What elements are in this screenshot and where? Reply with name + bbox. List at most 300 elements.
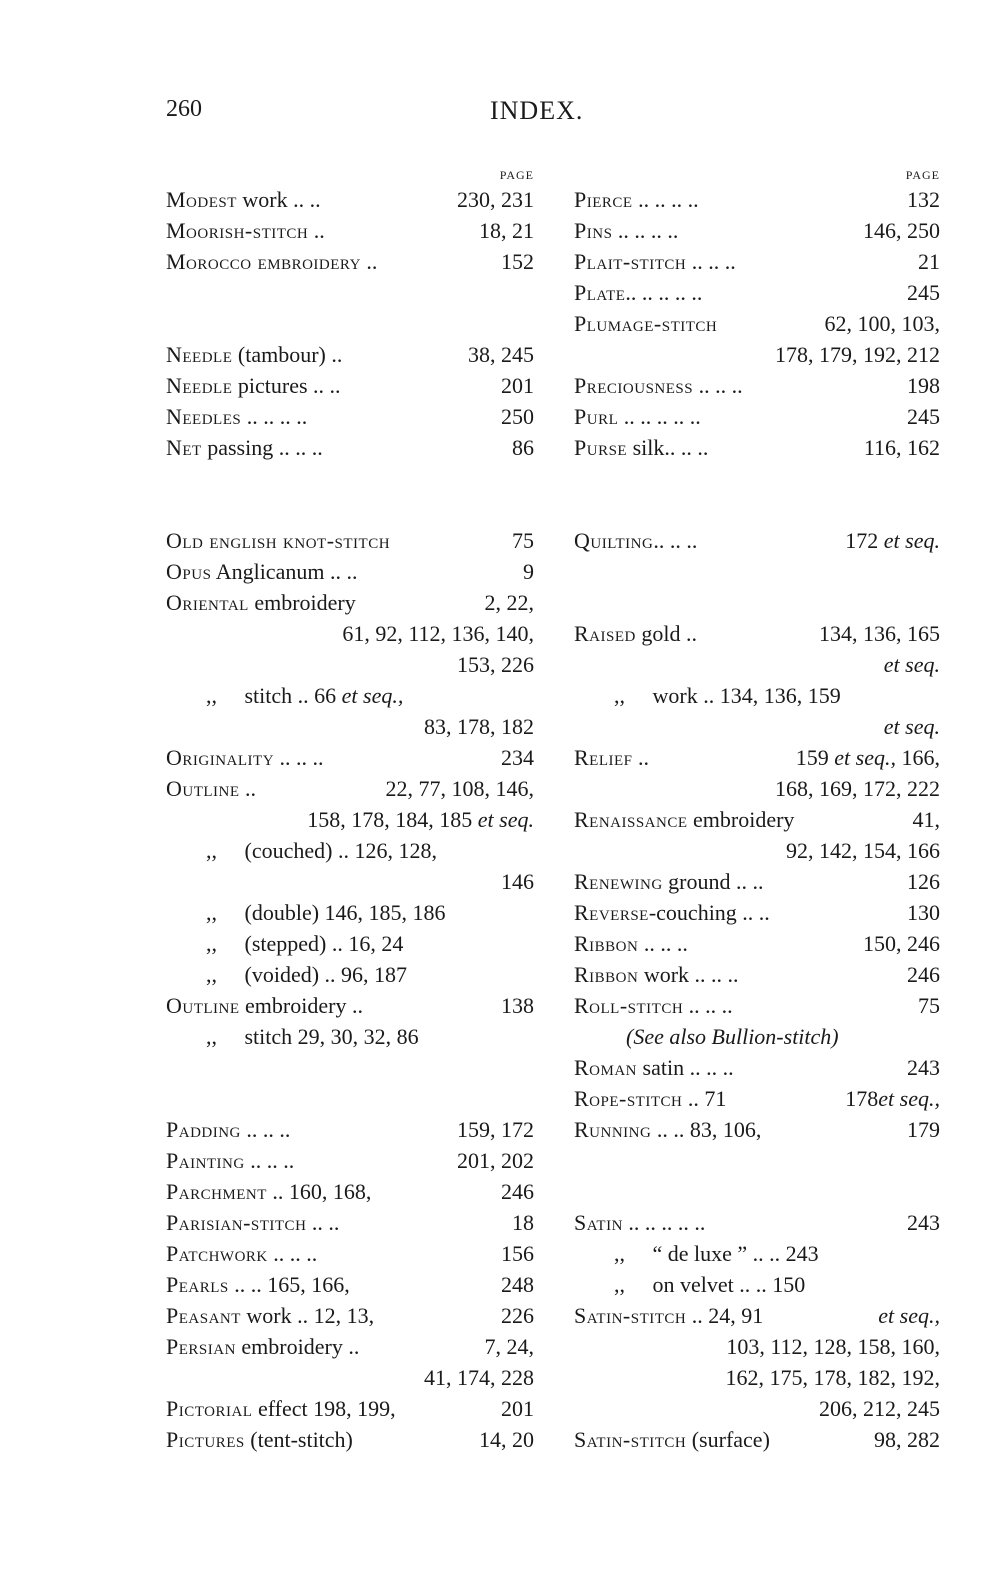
entry-pages <box>512 525 534 556</box>
index-entry <box>166 587 534 618</box>
entry-heading: Needles <box>166 404 242 429</box>
entry-heading: Relief <box>574 745 633 770</box>
entry-pages <box>825 308 941 339</box>
index-entry <box>574 1114 940 1145</box>
page-refs: 234 <box>501 745 534 770</box>
entry-detail: .. .. 165, 166, <box>228 1272 350 1297</box>
blank-line <box>574 463 940 494</box>
entry-pages <box>457 184 534 215</box>
page-refs: 178 <box>845 1086 879 1111</box>
entry-pages <box>918 246 940 277</box>
entry-term <box>574 215 678 246</box>
entry-detail: ground .. .. <box>662 869 764 894</box>
index-entry <box>166 432 534 463</box>
index-entry <box>574 804 940 835</box>
entry-detail: .. .. .. .. <box>241 404 308 429</box>
index-entry <box>574 618 940 649</box>
entry-detail: embroidery .. <box>235 1334 360 1359</box>
index-entry <box>574 308 940 339</box>
entry-term <box>166 990 363 1021</box>
entry-term <box>574 1207 705 1238</box>
page-refs-italic: et seq. <box>883 714 940 739</box>
entry-detail: .. .. .. <box>638 931 688 956</box>
entry-detail: (tambour) .. <box>232 342 343 367</box>
entry-pages <box>485 587 535 618</box>
entry-term <box>166 1300 374 1331</box>
index-entry <box>574 1021 940 1052</box>
entry-pages <box>501 1176 534 1207</box>
entry-term <box>166 742 324 773</box>
page-refs: 179 <box>907 1117 940 1142</box>
entry-detail: .. .. <box>306 1210 340 1235</box>
entry-pages <box>512 432 534 463</box>
entry-term <box>574 866 763 897</box>
ditto-mark: ,, <box>206 1024 217 1049</box>
entry-pages <box>479 1424 534 1455</box>
index-entry <box>574 773 940 804</box>
index-entry <box>166 1331 534 1362</box>
entry-term <box>166 1176 371 1207</box>
entry-heading: Persian <box>166 1334 236 1359</box>
subentry <box>166 680 403 711</box>
index-entry <box>166 370 534 401</box>
entry-pages <box>907 1052 940 1083</box>
entry-pages <box>907 866 940 897</box>
entry-detail: .. 24, 91 <box>686 1303 764 1328</box>
index-entry <box>166 1145 534 1176</box>
entry-detail: (surface) <box>686 1427 770 1452</box>
entry-heading: Morocco embroidery <box>166 249 361 274</box>
entry-detail: .. <box>239 776 257 801</box>
entry-term <box>166 246 377 277</box>
subentry-text: (voided) .. 96, 187 <box>244 962 408 987</box>
page-refs: 150, 246 <box>863 931 940 956</box>
subentry-text: stitch 29, 30, 32, 86 <box>244 1024 419 1049</box>
entry-term <box>166 1424 353 1455</box>
page-refs: 248 <box>501 1272 534 1297</box>
entry-detail: .. .. .. <box>274 745 324 770</box>
index-entry <box>574 246 940 277</box>
entry-pages <box>512 1207 534 1238</box>
entry-detail: .. 71 <box>682 1086 727 1111</box>
index-entry <box>166 773 534 804</box>
blank-line <box>166 494 534 525</box>
index-entry <box>574 742 940 773</box>
entry-term <box>574 742 649 773</box>
entry-pages <box>907 184 940 215</box>
entry-heading: Renaissance <box>574 807 688 832</box>
subentry <box>574 1238 819 1269</box>
page-number: 260 <box>166 96 202 122</box>
ditto-mark: ,, <box>206 900 217 925</box>
entry-detail: .. 160, 168, <box>266 1179 372 1204</box>
entry-pages <box>845 525 940 556</box>
ditto-mark: ,, <box>206 962 217 987</box>
entry-heading: Satin <box>574 1210 623 1235</box>
entry-heading: Painting <box>166 1148 245 1173</box>
ditto-mark: ,, <box>614 683 625 708</box>
index-entry <box>574 1238 940 1269</box>
entry-heading: Oriental <box>166 590 249 615</box>
page-refs-italic: et seq. <box>883 528 940 553</box>
subentry-text: (double) 146, 185, 186 <box>244 900 446 925</box>
entry-pages <box>479 215 534 246</box>
entry-continuation <box>307 804 534 835</box>
see-also-text: (See also Bullion-stitch) <box>626 1024 839 1049</box>
subentry-text: (couched) .. 126, 128, <box>244 838 437 863</box>
entry-detail: silk.. .. .. <box>627 435 709 460</box>
index-entry <box>574 277 940 308</box>
subentry-text: work .. 134, 136, 159 <box>652 683 841 708</box>
entry-term <box>574 308 717 339</box>
entry-pages <box>501 990 534 1021</box>
entry-pages <box>501 1269 534 1300</box>
entry-heading: Patchwork <box>166 1241 268 1266</box>
ditto-mark: ,, <box>206 931 217 956</box>
entry-pages <box>457 1114 534 1145</box>
page-refs: 172 <box>845 528 884 553</box>
page-refs: 198 <box>907 373 940 398</box>
index-column-left <box>166 166 534 1455</box>
page-refs: 245 <box>907 280 940 305</box>
blank-line <box>166 308 534 339</box>
subentry-text: “ de luxe ” .. .. 243 <box>652 1241 819 1266</box>
entry-heading: Purl <box>574 404 619 429</box>
page-refs: 2, 22, <box>484 590 534 615</box>
entry-pages <box>501 1393 534 1424</box>
entry-detail: .. .. .. <box>653 528 698 553</box>
page-refs: 22, 77, 108, 146, <box>385 776 534 801</box>
entry-heading: Satin-stitch <box>574 1427 687 1452</box>
index-entry <box>166 246 534 277</box>
entry-continuation <box>501 866 534 897</box>
page-refs: 178, 179, 192, 212 <box>775 342 940 367</box>
blank-line <box>166 1052 534 1083</box>
index-entry <box>166 959 534 990</box>
index-entry <box>574 370 940 401</box>
page-refs: 146, 250 <box>863 218 940 243</box>
blank-line <box>574 494 940 525</box>
entry-term <box>574 804 794 835</box>
entry-pages <box>485 1331 535 1362</box>
entry-term <box>166 401 307 432</box>
page-refs: 201, 202 <box>457 1148 534 1173</box>
entry-term <box>166 525 390 556</box>
entry-pages <box>501 401 534 432</box>
index-entry <box>166 1269 534 1300</box>
entry-term <box>574 928 688 959</box>
index-entry <box>574 866 940 897</box>
page-refs: 168, 169, 172, 222 <box>775 776 940 801</box>
entry-heading: Moorish-stitch <box>166 218 309 243</box>
entry-continuation <box>424 711 534 742</box>
entry-detail: satin .. .. .. <box>637 1055 734 1080</box>
blank-line <box>574 1145 940 1176</box>
entry-heading: Purse <box>574 435 628 460</box>
entry-pages <box>457 1145 534 1176</box>
entry-heading: Preciousness <box>574 373 694 398</box>
entry-term <box>166 1207 339 1238</box>
page-refs: 138 <box>501 993 534 1018</box>
entry-heading: Pins <box>574 218 613 243</box>
entry-term <box>574 959 739 990</box>
entry-continuation <box>884 711 940 742</box>
page-refs: 62, 100, 103, <box>824 311 940 336</box>
index-entry <box>166 401 534 432</box>
entry-detail: .. <box>360 249 378 274</box>
page-refs: 166, <box>896 745 940 770</box>
entry-pages <box>501 1300 534 1331</box>
subentry <box>574 680 841 711</box>
index-entry <box>166 1114 534 1145</box>
entry-heading: Needle <box>166 342 233 367</box>
entry-heading: Renewing <box>574 869 663 894</box>
page-refs: 243 <box>907 1210 940 1235</box>
index-entry <box>166 1176 534 1207</box>
index-entry <box>166 742 534 773</box>
page-refs: 21 <box>918 249 940 274</box>
entry-heading: Plate <box>574 280 626 305</box>
index-entry <box>166 897 534 928</box>
index-entry <box>574 835 940 866</box>
entry-heading: Old english knot-stitch <box>166 528 391 553</box>
entry-heading: Plait-stitch <box>574 249 687 274</box>
index-entry <box>574 339 940 370</box>
index-entry <box>166 1238 534 1269</box>
index-entry <box>574 1052 940 1083</box>
page-header <box>0 96 1000 136</box>
entry-term <box>166 773 256 804</box>
entry-heading: Pictures <box>166 1427 245 1452</box>
subentry <box>574 1269 805 1300</box>
entry-heading: Needle <box>166 373 233 398</box>
page-refs-italic: et seq., <box>878 1086 940 1111</box>
entry-pages <box>907 1114 940 1145</box>
page-refs-italic: et seq., <box>341 683 404 708</box>
entry-term <box>574 184 699 215</box>
subentry-text: stitch .. 66 <box>244 683 342 708</box>
subentry-text: on velvet .. .. 150 <box>652 1272 806 1297</box>
index-entry <box>574 680 940 711</box>
entry-detail: .. <box>632 745 649 770</box>
entry-heading: Pictorial <box>166 1396 253 1421</box>
entry-detail: work .. .. <box>236 187 321 212</box>
page-refs: 156 <box>501 1241 534 1266</box>
entry-pages <box>501 370 534 401</box>
entry-detail: passing .. .. .. <box>201 435 323 460</box>
entry-pages <box>845 1083 940 1114</box>
entry-continuation <box>786 835 940 866</box>
page-refs: 246 <box>907 962 940 987</box>
page-refs-italic: et seq., <box>878 1303 940 1328</box>
entry-pages <box>796 742 940 773</box>
entry-pages <box>523 556 534 587</box>
entry-continuation <box>457 649 534 680</box>
page-refs: 245 <box>907 404 940 429</box>
entry-pages <box>501 246 534 277</box>
entry-continuation <box>819 1393 940 1424</box>
entry-detail: .. .. .. <box>686 249 736 274</box>
entry-term <box>166 339 342 370</box>
page-refs: 158, 178, 184, 185 <box>307 807 478 832</box>
blank-line <box>166 277 534 308</box>
entry-pages <box>913 804 941 835</box>
entry-continuation <box>775 773 940 804</box>
entry-heading: Pierce <box>574 187 633 212</box>
entry-heading: Opus <box>166 559 212 584</box>
page-refs: 206, 212, 245 <box>819 1396 940 1421</box>
entry-pages <box>907 1207 940 1238</box>
entry-detail: pictures .. .. <box>232 373 341 398</box>
index-entry <box>166 556 534 587</box>
blank-line <box>574 1176 940 1207</box>
index-entry <box>574 1393 940 1424</box>
page-refs: 201 <box>501 373 534 398</box>
entry-continuation <box>884 649 940 680</box>
page-column-label: PAGE <box>499 168 534 182</box>
index-entry <box>166 1207 534 1238</box>
entry-term <box>574 246 736 277</box>
entry-continuation <box>775 339 940 370</box>
entry-detail: .. .. .. .. <box>612 218 679 243</box>
page-refs-italic: et seq. <box>477 807 534 832</box>
entry-heading: Outline <box>166 776 240 801</box>
subentry-text: (stepped) .. 16, 24 <box>244 931 404 956</box>
index-entry <box>574 990 940 1021</box>
page-refs: 41, 174, 228 <box>424 1365 534 1390</box>
entry-term <box>574 1083 726 1114</box>
entry-pages <box>874 1424 940 1455</box>
entry-heading: Parchment <box>166 1179 267 1204</box>
entry-detail: .. <box>308 218 325 243</box>
entry-heading: Padding <box>166 1117 241 1142</box>
subentry <box>166 928 403 959</box>
entry-term <box>574 401 701 432</box>
entry-heading: Outline <box>166 993 240 1018</box>
page-refs: 162, 175, 178, 182, 192, <box>725 1365 940 1390</box>
entry-heading: Quilting <box>574 528 654 553</box>
entry-detail: .. .. .. <box>244 1148 295 1173</box>
page-refs: 159 <box>795 745 835 770</box>
page-refs: 116, 162 <box>863 435 940 460</box>
index-entry <box>574 928 940 959</box>
page-refs: 61, 92, 112, 136, 140, <box>342 621 534 646</box>
entry-detail: Anglicanum .. .. <box>211 559 358 584</box>
page-refs-italic: et seq. <box>883 652 940 677</box>
entry-heading: Ribbon <box>574 931 639 956</box>
page-refs: 75 <box>512 528 534 553</box>
entry-pages <box>501 1238 534 1269</box>
index-entry <box>166 804 534 835</box>
entry-term <box>166 215 325 246</box>
index-entry <box>166 1424 534 1455</box>
page-refs: 153, 226 <box>457 652 534 677</box>
entry-term <box>166 587 356 618</box>
entry-pages <box>878 1300 940 1331</box>
entry-term <box>574 432 708 463</box>
entry-pages <box>907 370 940 401</box>
entry-detail: work .. .. .. <box>638 962 739 987</box>
subentry <box>166 897 446 928</box>
entry-heading: Roll-stitch <box>574 993 684 1018</box>
entry-term <box>166 1393 396 1424</box>
see-also <box>626 1021 839 1052</box>
page-refs-italic: et seq., <box>834 745 896 770</box>
index-entry <box>166 525 534 556</box>
entry-term <box>166 1114 290 1145</box>
entry-heading: Peasant <box>166 1303 241 1328</box>
index-entry <box>574 711 940 742</box>
entry-term <box>166 1238 317 1269</box>
index-entry <box>166 1393 534 1424</box>
entry-pages <box>386 773 535 804</box>
entry-detail: .. .. .. <box>693 373 743 398</box>
ditto-mark: ,, <box>614 1241 625 1266</box>
index-entry <box>574 649 940 680</box>
index-entry <box>574 1362 940 1393</box>
index-entry <box>574 1331 940 1362</box>
entry-detail: .. .. .. .. .. <box>625 280 703 305</box>
subentry <box>166 1021 419 1052</box>
index-entry <box>166 680 534 711</box>
entry-pages <box>907 897 940 928</box>
page-refs: 18 <box>512 1210 534 1235</box>
entry-heading: Modest <box>166 187 237 212</box>
entry-detail: .. .. .. <box>683 993 733 1018</box>
index-entry <box>166 618 534 649</box>
entry-detail: gold .. <box>635 621 697 646</box>
entry-term <box>574 525 697 556</box>
blank-line <box>166 463 534 494</box>
subentry <box>166 835 437 866</box>
entry-pages <box>819 618 940 649</box>
entry-term <box>166 556 357 587</box>
entry-heading: Pearls <box>166 1272 229 1297</box>
entry-detail: .. .. .. .. .. <box>618 404 701 429</box>
blank-line <box>166 1083 534 1114</box>
entry-detail: .. .. .. .. <box>632 187 699 212</box>
index-entry <box>574 432 940 463</box>
index-entry <box>166 866 534 897</box>
entry-heading: Roman <box>574 1055 638 1080</box>
page-refs: 246 <box>501 1179 534 1204</box>
entry-term <box>574 277 702 308</box>
entry-term <box>166 1269 350 1300</box>
entry-term <box>574 1052 734 1083</box>
ditto-mark: ,, <box>614 1272 625 1297</box>
index-entry <box>574 1207 940 1238</box>
entry-continuation <box>726 1331 940 1362</box>
index-entry <box>166 1362 534 1393</box>
page-refs: 243 <box>907 1055 940 1080</box>
page-refs: 250 <box>501 404 534 429</box>
entry-pages <box>863 215 940 246</box>
entry-term <box>166 432 323 463</box>
entry-pages <box>468 339 534 370</box>
page-refs: 83, 178, 182 <box>424 714 534 739</box>
index-entry <box>166 184 534 215</box>
index-entry <box>574 184 940 215</box>
entry-term <box>574 990 733 1021</box>
entry-continuation <box>726 1362 941 1393</box>
index-entry <box>574 1269 940 1300</box>
entry-detail: .. .. 83, 106, <box>651 1117 762 1142</box>
entry-term <box>574 618 697 649</box>
entry-continuation <box>342 618 534 649</box>
index-entry <box>166 928 534 959</box>
entry-heading: Reverse <box>574 900 649 925</box>
page-refs: 86 <box>512 435 534 460</box>
